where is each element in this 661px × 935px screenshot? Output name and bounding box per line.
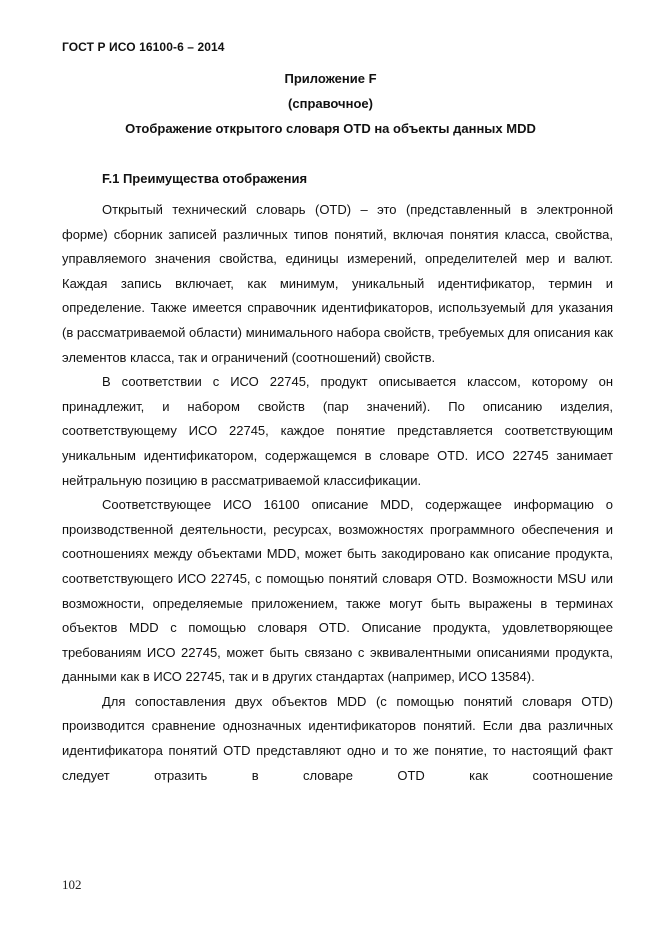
body-text [62, 198, 613, 788]
annex-title: Приложение F [284, 71, 377, 86]
annex-name: Отображение открытого словаря OTD на объекты данных MDD [125, 121, 536, 136]
standard-header: ГОСТ Р ИСО 16100-6 – 2014 [62, 40, 225, 54]
paragraph: Соответствующее ИСО 16100 описание MDD, содержащее информацию о производственной деятельности, ресурсах, возможностях программного обеспечения и соотношениях между объектами MDD, может быть закодировано как описание продукта, соответствующего ИСО 22745, с помощью понятий словаря OTD. Возможности MSU или возможности, определяемые приложением, также могут быть выражены в терминах объектов MDD с помощью словаря OTD. Описание продукта, удовлетворяющее требованиям ИСО 22745, может быть связано с эквивалентными описаниями продукта, данными как в ИСО 22745, так и в других стандартах (например, ИСО 13584). [62, 497, 613, 685]
paragraph: Открытый технический словарь (OTD) – это (представленный в электронной форме) сборник записей различных типов понятий, включая понятия класса, свойства, управляемого значения свойства, единицы измерений, определителей мер и валют. Каждая запись включает, как минимум, уникальный идентификатор, термин и определение. Также имеется справочник идентификаторов, используемый для указания (в рассматриваемой области) минимального набора свойств, требуемых для описания как элементов класса, так и ограничений (соотношений) свойств. [62, 202, 613, 365]
annex-status: (справочное) [288, 96, 373, 111]
paragraph: Для сопоставления двух объектов MDD (с помощью понятий словаря OTD) производится сравнение однозначных идентификаторов понятий. Если два различных идентификатора понятий OTD представляют одно и то же понятие, то настоящий факт следует отразить в словаре OTD как соотношение [62, 693, 613, 783]
paragraph: В соответствии с ИСО 22745, продукт описывается классом, которому он принадлежит, и набором свойств (пар значений). По описанию изделия, соответствующему ИСО 22745, каждое понятие представляется соответствующим уникальным идентификатором, содержащемся в словаре OTD. ИСО 22745 занимает нейтральную позицию в рассматриваемой классификации. [62, 374, 613, 488]
page-number: 102 [62, 877, 82, 892]
section-heading: F.1 Преимущества отображения [102, 171, 308, 186]
